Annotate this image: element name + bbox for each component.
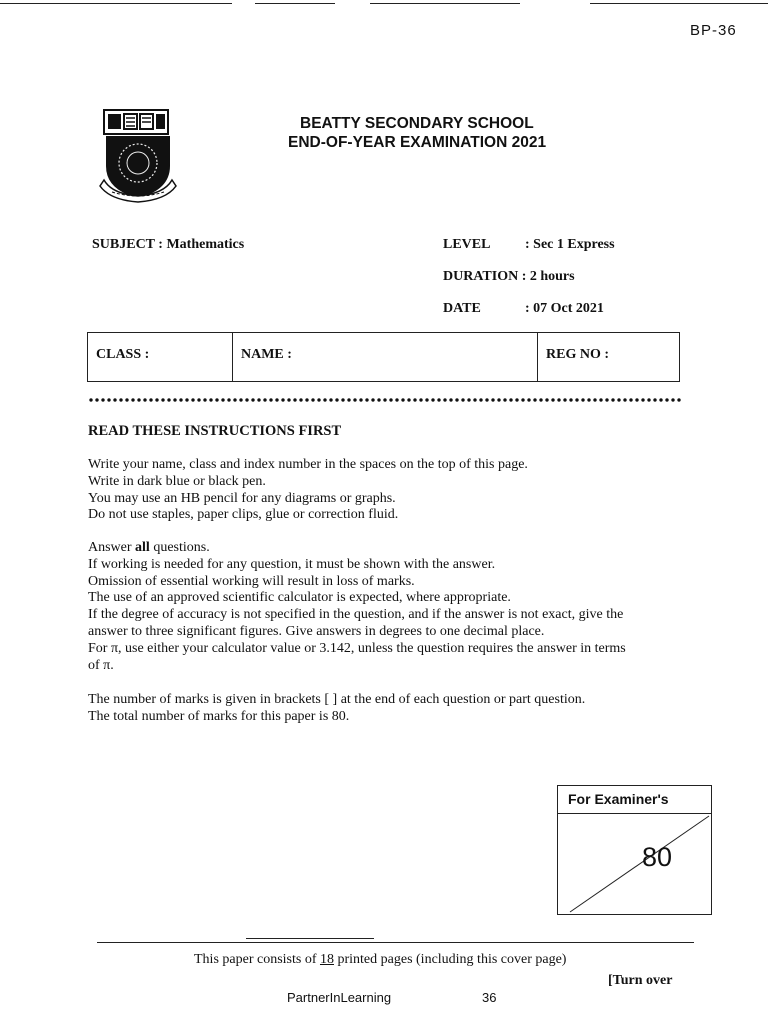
instruction-line: Do not use staples, paper clips, glue or correction fluid. bbox=[88, 507, 399, 523]
class-label: CLASS : bbox=[96, 347, 150, 362]
diagonal-line bbox=[558, 814, 711, 914]
scan-line bbox=[255, 3, 335, 4]
page-count bbox=[194, 952, 566, 968]
footer-rule bbox=[246, 938, 374, 939]
duration-row bbox=[443, 269, 575, 285]
level-value: : Sec 1 Express bbox=[525, 237, 615, 252]
instruction-line: answer to three significant figures. Give answers in degrees to one decimal place. bbox=[88, 623, 545, 639]
page-reference: BP-36 bbox=[690, 22, 737, 39]
class-field[interactable] bbox=[88, 333, 233, 381]
date-row bbox=[443, 301, 604, 317]
page-number: 36 bbox=[482, 990, 497, 1005]
instruction-text: Answer bbox=[88, 540, 136, 555]
instruction-line: For π, use either your calculator value or 3.142, unless the question requires the answer in terms bbox=[88, 640, 626, 656]
school-name: BEATTY SECONDARY SCHOOL bbox=[300, 115, 534, 132]
exam-title: END-OF-YEAR EXAMINATION 2021 bbox=[288, 134, 547, 151]
duration-label: DURATION : bbox=[443, 269, 527, 284]
partner-label: PartnerInLearning bbox=[287, 990, 392, 1005]
page-count-text: This paper consists of bbox=[194, 952, 320, 967]
instruction-text: questions. bbox=[149, 540, 210, 555]
instruction-line: Write your name, class and index number in the spaces on the top of this page. bbox=[88, 457, 528, 472]
date-value: : 07 Oct 2021 bbox=[525, 301, 604, 316]
instruction-line: You may use an HB pencil for any diagrams or graphs. bbox=[88, 490, 396, 506]
scan-line bbox=[0, 3, 232, 4]
instruction-line: The total number of marks for this paper is 80. bbox=[88, 708, 350, 724]
reg-no-label: REG NO : bbox=[546, 347, 609, 362]
subject-label: SUBJECT : bbox=[92, 237, 163, 252]
turn-over-note: [Turn over bbox=[608, 973, 673, 988]
page-count-number: 18 bbox=[319, 952, 334, 967]
instructions-block-1 bbox=[88, 457, 688, 524]
instruction-line: of π. bbox=[88, 657, 114, 673]
scan-line bbox=[370, 3, 520, 4]
instruction-line: The use of an approved scientific calculator is expected, where appropriate. bbox=[88, 590, 511, 606]
subject-value: Mathematics bbox=[166, 237, 245, 252]
level-row bbox=[443, 237, 615, 253]
dotted-separator bbox=[88, 397, 682, 403]
scan-line bbox=[590, 3, 768, 4]
instruction-line: If the degree of accuracy is not specified in the question, and if the answer is not exact, give the bbox=[88, 607, 624, 623]
name-label: NAME : bbox=[241, 347, 292, 362]
instruction-line: Write in dark blue or black pen. bbox=[88, 473, 266, 489]
school-crest-icon bbox=[98, 106, 178, 206]
instruction-emphasis: all bbox=[135, 540, 150, 555]
date-label: DATE bbox=[443, 301, 481, 316]
duration-value: 2 hours bbox=[529, 269, 575, 284]
level-label: LEVEL bbox=[443, 237, 491, 252]
instruction-line: The number of marks is given in brackets [ ] at the end of each question or part question. bbox=[88, 692, 586, 707]
page-count-text: printed pages (including this cover page) bbox=[333, 952, 567, 967]
total-marks: 80 bbox=[642, 842, 673, 872]
instructions-block-2 bbox=[88, 540, 688, 674]
instruction-line bbox=[88, 540, 688, 557]
instructions-heading: READ THESE INSTRUCTIONS FIRST bbox=[88, 423, 342, 439]
footer-rule bbox=[97, 942, 694, 943]
instruction-line: If working is needed for any question, it must be shown with the answer. bbox=[88, 556, 496, 572]
subject-row bbox=[92, 237, 244, 253]
student-details-table bbox=[87, 332, 680, 382]
examiner-box bbox=[557, 785, 712, 915]
reg-no-field[interactable] bbox=[538, 333, 679, 381]
examiner-label: For Examiner's bbox=[558, 786, 711, 814]
name-field[interactable] bbox=[233, 333, 538, 381]
instructions-block-3 bbox=[88, 692, 688, 726]
instruction-line: Omission of essential working will result in loss of marks. bbox=[88, 573, 415, 589]
